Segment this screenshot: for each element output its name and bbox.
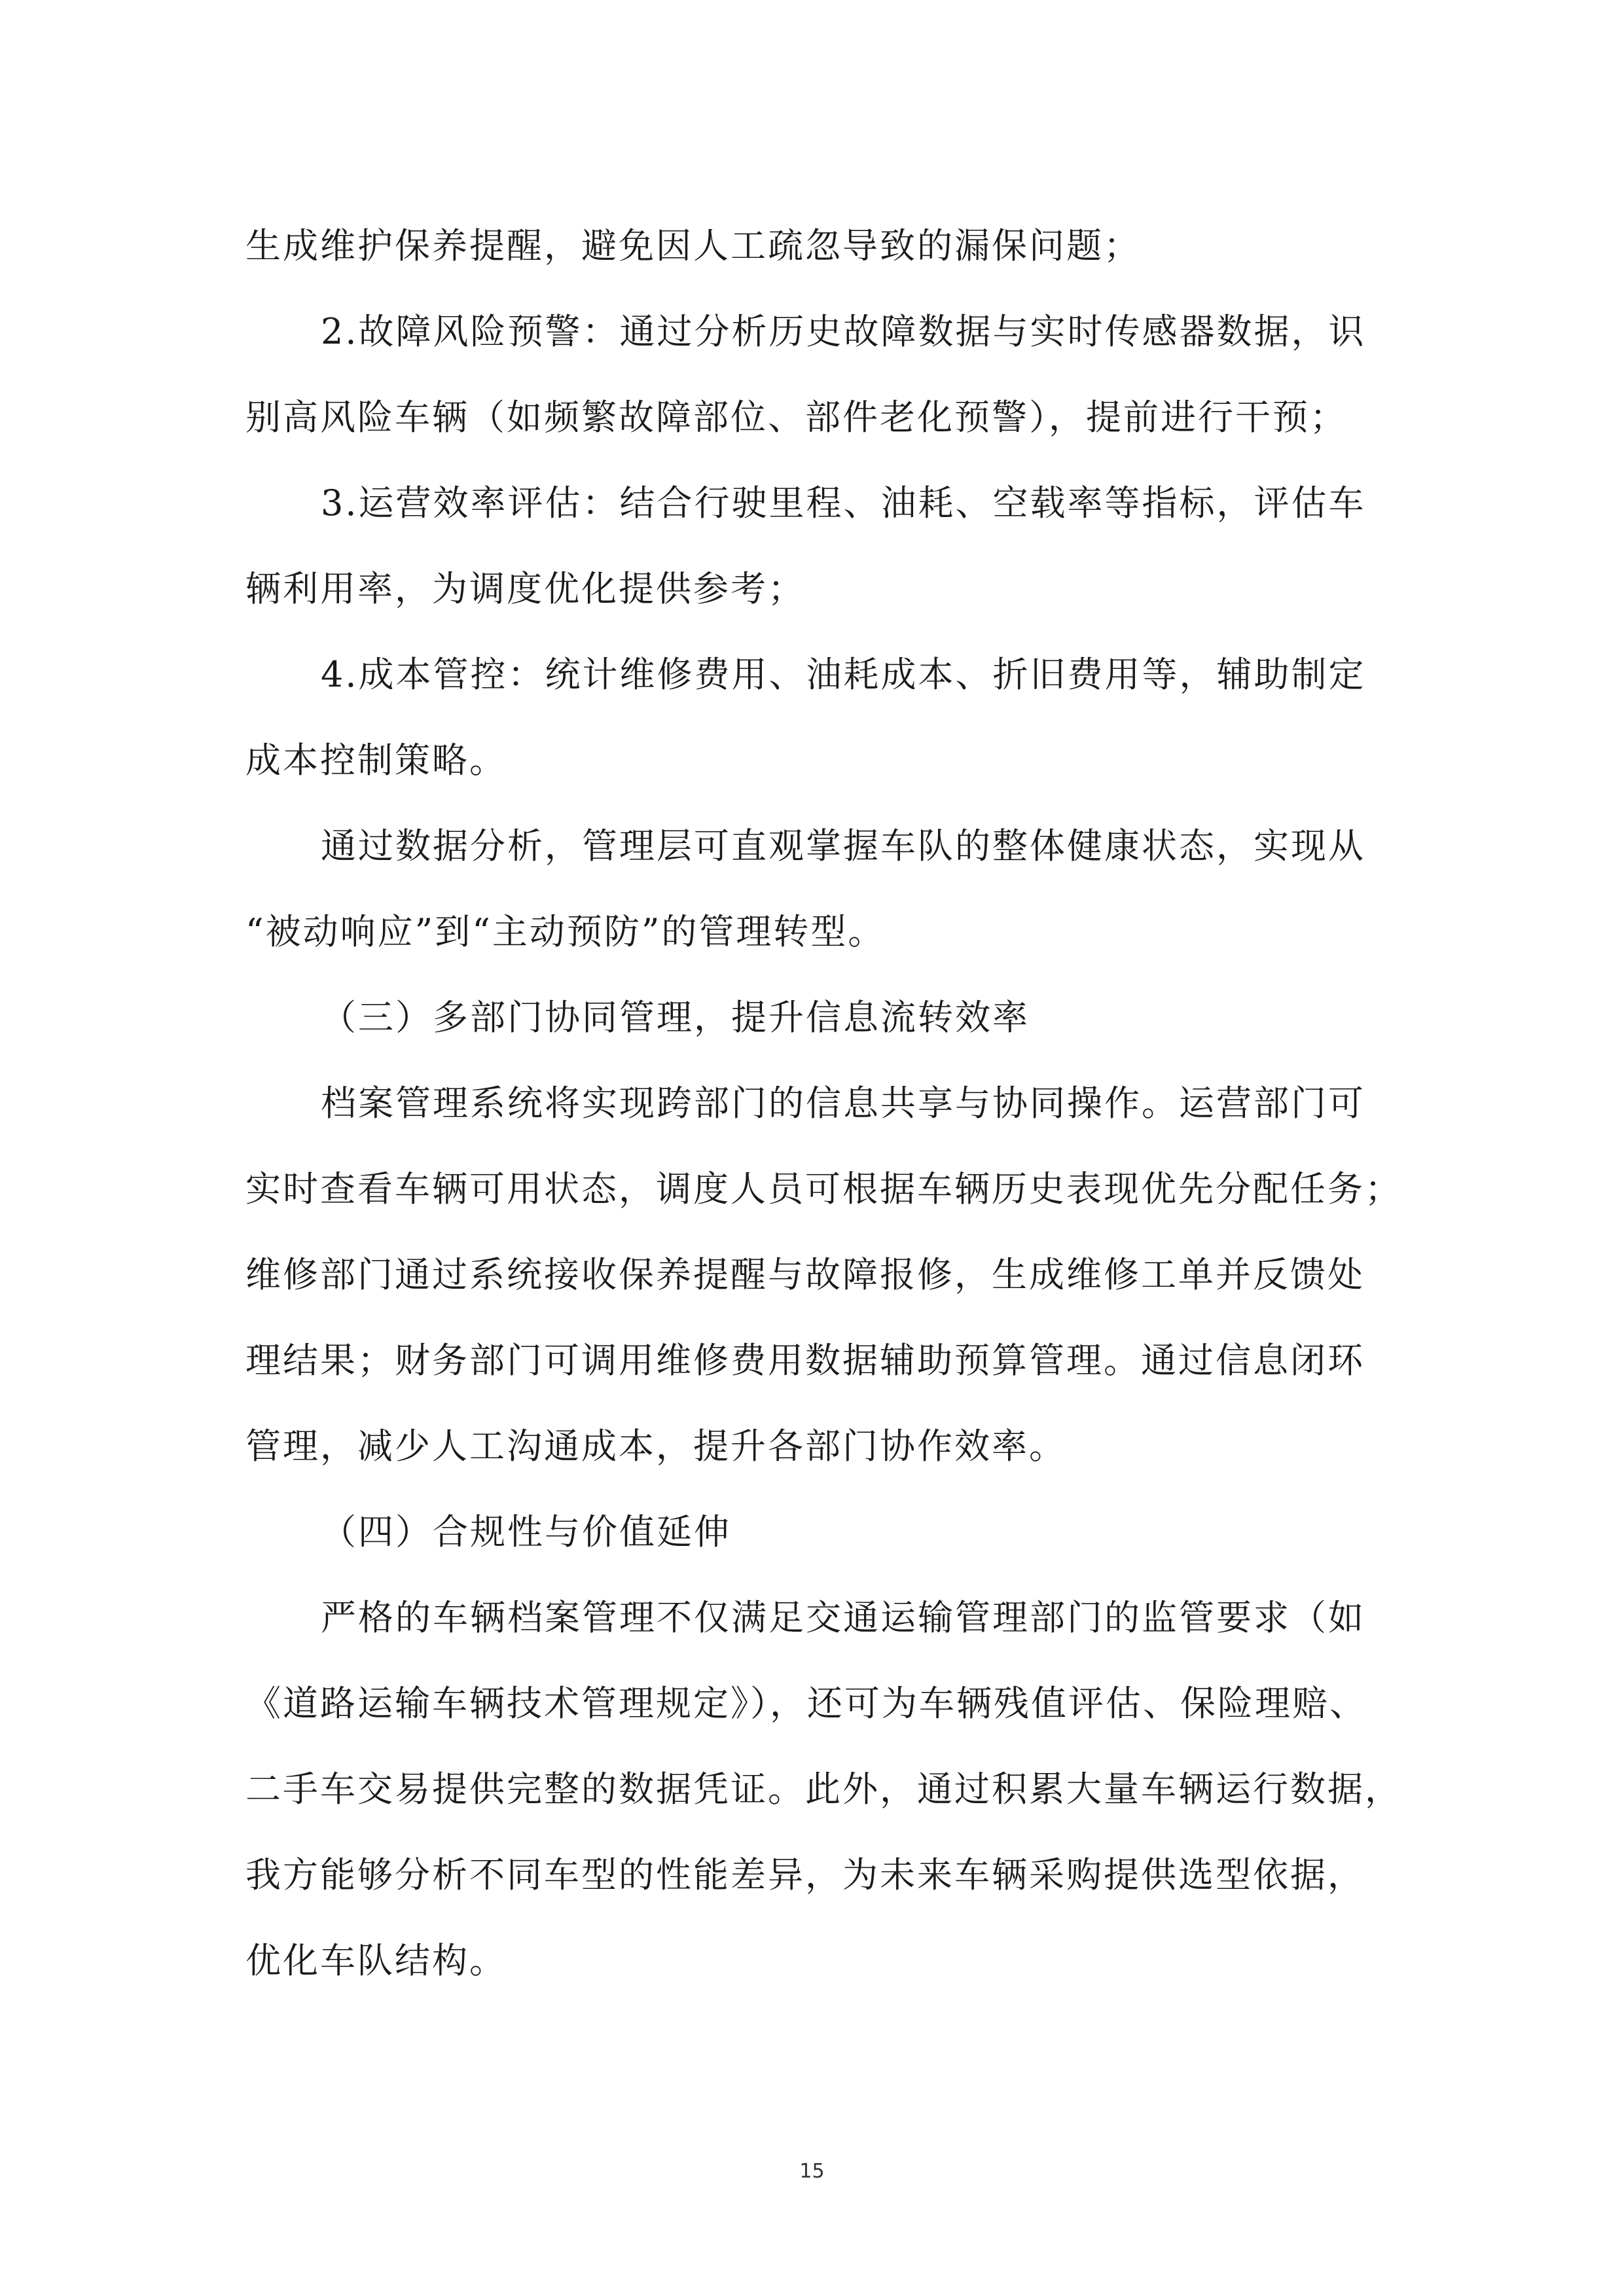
paragraph-line: 别高风险车辆（如频繁故障部位、部件老化预警），提前进行干预； [245,397,1347,438]
paragraph-line: 生成维护保养提醒，避免因人工疏忽导致的漏保问题； [245,225,1141,266]
paragraph-line: 严格的车辆档案管理不仅满足交通运输管理部门的监管要求（如 [321,1597,1365,1638]
paragraph-line: 理结果；财务部门可调用维修费用数据辅助预算管理。通过信息闭环 [245,1340,1365,1381]
paragraph-line: 成本控制策略。 [245,740,507,781]
paragraph-line: 通过数据分析，管理层可直观掌握车队的整体健康状态，实现从 [321,825,1365,867]
paragraph-line: “被动响应”到“主动预防”的管理转型。 [245,911,886,952]
paragraph-line: 档案管理系统将实现跨部门的信息共享与协同操作。运营部门可 [321,1083,1365,1124]
paragraph-line: 优化车队结构。 [245,1940,507,1981]
paragraph-line: 辆利用率，为调度优化提供参考； [245,568,805,609]
paragraph-line: 管理，减少人工沟通成本，提升各部门协作效率。 [245,1426,1066,1467]
paragraph-line: 实时查看车辆可用状态，调度人员可根据车辆历史表现优先分配任务； [245,1168,1402,1210]
document-body [245,203,1402,2003]
paragraph-line: 维修部门通过系统接收保养提醒与故障报修，生成维修工单并反馈处 [245,1254,1365,1295]
section-heading-3: （三）多部门协同管理，提升信息流转效率 [321,997,1030,1038]
section-heading-4: （四）合规性与价值延伸 [321,1511,731,1552]
paragraph-line: 我方能够分析不同车型的性能差异，为未来车辆采购提供选型依据， [245,1854,1365,1895]
paragraph-line: 二手车交易提供完整的数据凭证。此外，通过积累大量车辆运行数据， [245,1768,1402,1810]
list-item-cost-control: 4.成本管控：统计维修费用、油耗成本、折旧费用等，辅助制定 [321,654,1366,695]
list-item-fault-warning: 2.故障风险预警：通过分析历史故障数据与实时传感器数据，识 [321,311,1366,352]
list-item-efficiency: 3.运营效率评估：结合行驶里程、油耗、空载率等指标，评估车 [321,482,1366,524]
page-number: 15 [799,2160,825,2183]
paragraph-line: 《道路运输车辆技术管理规定》），还可为车辆残值评估、保险理赔、 [245,1683,1367,1724]
